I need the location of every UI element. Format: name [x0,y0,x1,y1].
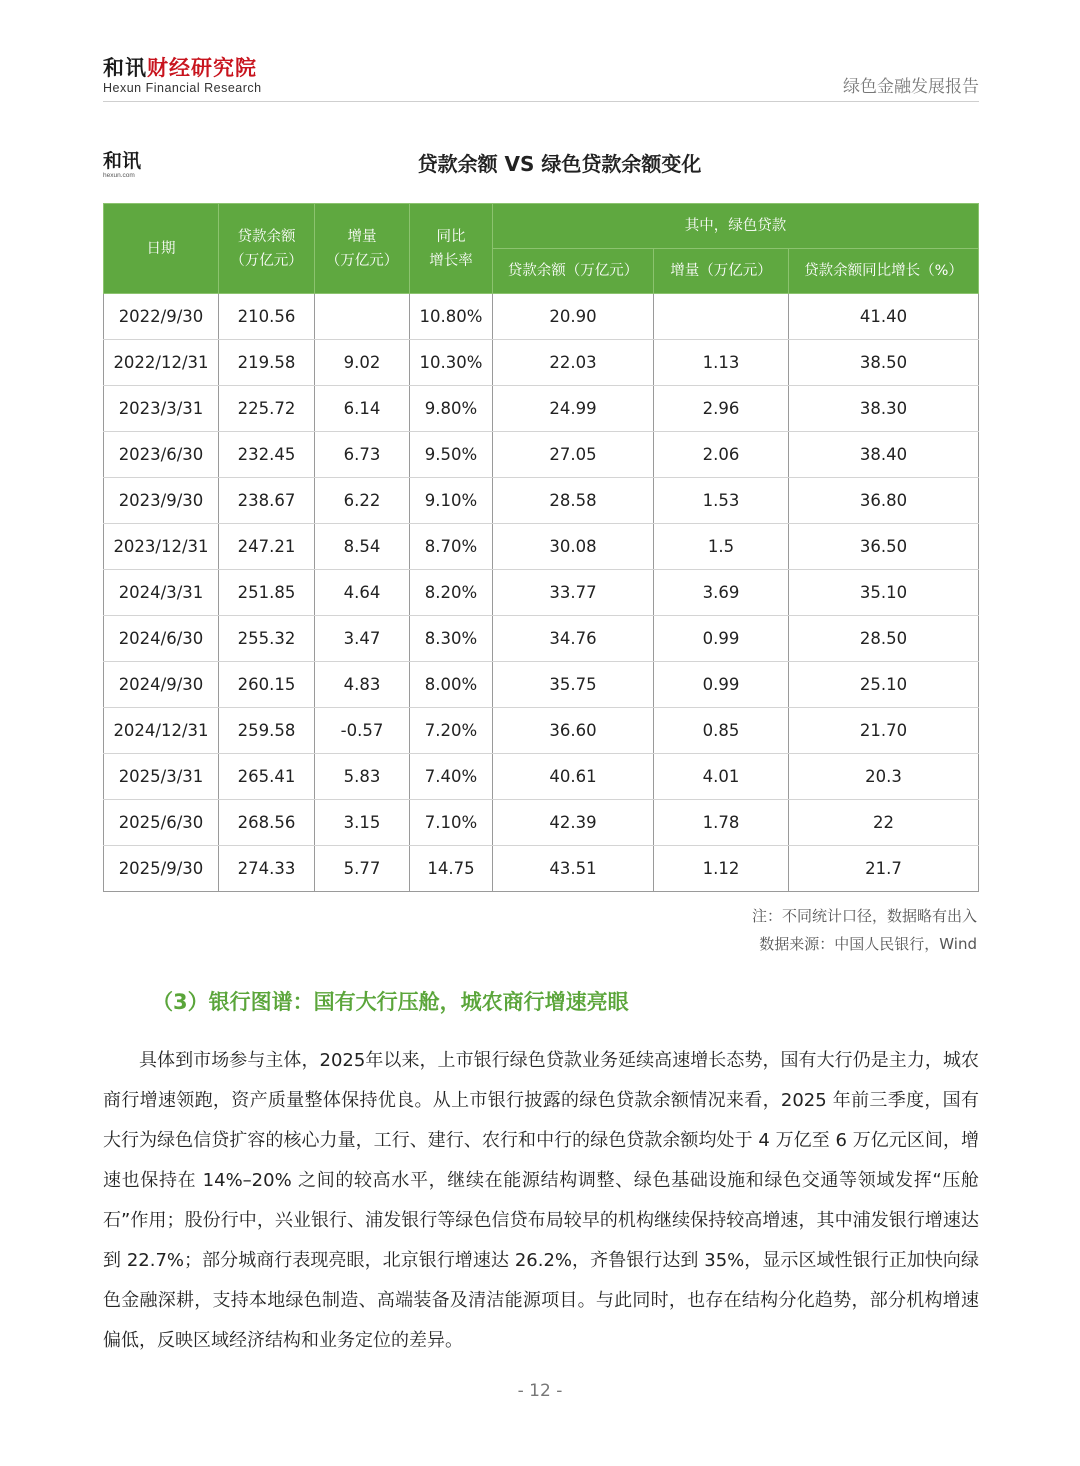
header-date: 日期 [104,204,219,294]
header-green-increment: 增量（万亿元） [654,249,789,294]
cell-green-increment: 1.53 [654,478,789,524]
cell-loan-balance: 225.72 [219,386,315,432]
header-green-loan-group: 其中，绿色贷款 [493,204,979,249]
cell-loan-balance: 238.67 [219,478,315,524]
cell-date: 2024/3/31 [104,570,219,616]
cell-date: 2024/6/30 [104,616,219,662]
cell-green-balance: 28.58 [493,478,654,524]
cell-green-increment: 2.96 [654,386,789,432]
cell-loan-balance: 247.21 [219,524,315,570]
cell-date: 2023/9/30 [104,478,219,524]
cell-green-yoy: 36.50 [789,524,979,570]
table-row [104,800,979,846]
header-loan-balance [219,204,315,294]
cell-increment: 9.02 [315,340,410,386]
table-row [104,846,979,892]
cell-yoy: 7.40% [410,754,493,800]
cell-green-yoy: 25.10 [789,662,979,708]
header-increment-unit: （万亿元） [325,252,399,269]
cell-green-yoy: 21.7 [789,846,979,892]
cell-loan-balance: 219.58 [219,340,315,386]
cell-yoy: 14.75 [410,846,493,892]
cell-green-increment: 1.78 [654,800,789,846]
header-increment-label: 增量 [347,228,377,245]
table-notes [752,902,977,958]
table-row [104,662,979,708]
cell-green-yoy: 36.80 [789,478,979,524]
cell-increment: 5.83 [315,754,410,800]
cell-date: 2023/6/30 [104,432,219,478]
cell-green-balance: 43.51 [493,846,654,892]
cell-green-yoy: 28.50 [789,616,979,662]
table-row [104,524,979,570]
cell-green-yoy: 20.3 [789,754,979,800]
cell-yoy: 8.30% [410,616,493,662]
cell-increment: 3.47 [315,616,410,662]
cell-green-balance: 33.77 [493,570,654,616]
cell-increment [315,294,410,340]
cell-increment: 6.14 [315,386,410,432]
table-row [104,754,979,800]
cell-loan-balance: 232.45 [219,432,315,478]
cell-yoy: 10.30% [410,340,493,386]
cell-green-balance: 42.39 [493,800,654,846]
hexun-logo [103,54,257,82]
cell-green-balance: 34.76 [493,616,654,662]
cell-increment: 6.73 [315,432,410,478]
header-green-yoy: 贷款余额同比增长（%） [789,249,979,294]
cell-green-yoy: 38.30 [789,386,979,432]
loan-balance-table [103,203,979,892]
header-yoy [410,204,493,294]
cell-loan-balance: 260.15 [219,662,315,708]
cell-green-increment: 1.12 [654,846,789,892]
cell-increment: 4.64 [315,570,410,616]
cell-loan-balance: 265.41 [219,754,315,800]
cell-increment: 5.77 [315,846,410,892]
header-green-balance: 贷款余额（万亿元） [493,249,654,294]
cell-green-increment: 0.99 [654,662,789,708]
cell-date: 2025/3/31 [104,754,219,800]
cell-green-increment: 1.5 [654,524,789,570]
cell-green-yoy: 22 [789,800,979,846]
cell-date: 2024/12/31 [104,708,219,754]
cell-yoy: 8.20% [410,570,493,616]
table-row [104,478,979,524]
cell-yoy: 7.20% [410,708,493,754]
cell-green-increment [654,294,789,340]
cell-increment: 4.83 [315,662,410,708]
cell-increment: 6.22 [315,478,410,524]
logo-english: Hexun Financial Research [103,81,262,95]
cell-increment: 3.15 [315,800,410,846]
table-note: 注：不同统计口径，数据略有出入 [751,907,977,925]
cell-date: 2024/9/30 [104,662,219,708]
header-divider [103,101,979,102]
cell-loan-balance: 259.58 [219,708,315,754]
cell-loan-balance: 268.56 [219,800,315,846]
page-number: - 12 - [517,1381,563,1401]
section-heading: （3）银行图谱：国有大行压舱，城农商行增速亮眼 [152,990,629,1014]
header-yoy-line2: 增长率 [429,252,473,269]
cell-green-yoy: 38.50 [789,340,979,386]
body-paragraph: 具体到市场参与主体，2025年以来，上市银行绿色贷款业务延续高速增长态势，国有大行仍是主力，城农商行增速领跑，资产质量整体保持优良。从上市银行披露的绿色贷款余额情况来看，2025 年前三季度，国有大行为绿色信贷扩容的核心力量，工行、建行、农行和中行的绿色贷款余额均处于 4 万亿至 6 万亿元区间，增速也保持在 14%–20% 之间的较高水平，继续在能源结构调整、绿色基础设施和绿色交通等领域发挥“压舱石”作用；股份行中，兴业银行、浦发银行等绿色信贷布局较早的机构继续保持较高增速，其中浦发银行增速达到 22.7%；部分城商行表现亮眼，北京银行增速达 26.2%，齐鲁银行达到 35%，显示区域性银行正加快向绿色金融深耕，支持本地绿色制造、高端装备及清洁能源项目。与此同时，也存在结构分化趋势，部分机构增速偏低，反映区域经济结构和业务定位的差异。 [103,1050,979,1351]
cell-loan-balance: 274.33 [219,846,315,892]
cell-green-balance: 22.03 [493,340,654,386]
table-row [104,386,979,432]
watermark-en: hexun.com [103,172,135,179]
cell-green-increment: 0.85 [654,708,789,754]
cell-yoy: 8.00% [410,662,493,708]
cell-yoy: 9.10% [410,478,493,524]
cell-increment: -0.57 [315,708,410,754]
table-row [104,340,979,386]
table-row [104,570,979,616]
cell-yoy: 9.80% [410,386,493,432]
logo-text-institute: 财经研究院 [147,56,257,80]
header-yoy-line1: 同比 [436,228,466,245]
cell-green-increment: 4.01 [654,754,789,800]
header-loan-balance-label: 贷款余额 [237,228,296,245]
watermark-cn: 和讯 [103,150,142,172]
cell-date: 2025/6/30 [104,800,219,846]
cell-yoy: 9.50% [410,432,493,478]
cell-yoy: 7.10% [410,800,493,846]
cell-green-increment: 1.13 [654,340,789,386]
cell-loan-balance: 255.32 [219,616,315,662]
cell-green-increment: 3.69 [654,570,789,616]
table-source: 数据来源：中国人民银行，Wind [759,935,977,953]
cell-date: 2022/9/30 [104,294,219,340]
cell-green-balance: 36.60 [493,708,654,754]
header-loan-balance-unit: （万亿元） [230,252,303,269]
table-row [104,432,979,478]
cell-green-yoy: 38.40 [789,432,979,478]
cell-yoy: 8.70% [410,524,493,570]
cell-loan-balance: 210.56 [219,294,315,340]
cell-date: 2023/12/31 [104,524,219,570]
cell-green-balance: 24.99 [493,386,654,432]
cell-green-increment: 2.06 [654,432,789,478]
header-increment [315,204,410,294]
cell-date: 2022/12/31 [104,340,219,386]
page-header [103,54,979,102]
logo-text-hexun: 和讯 [103,56,147,80]
cell-yoy: 10.80% [410,294,493,340]
cell-loan-balance: 251.85 [219,570,315,616]
cell-date: 2025/9/30 [104,846,219,892]
cell-increment: 8.54 [315,524,410,570]
cell-date: 2023/3/31 [104,386,219,432]
table-body [104,294,979,892]
cell-green-balance: 20.90 [493,294,654,340]
cell-green-balance: 35.75 [493,662,654,708]
cell-green-yoy: 35.10 [789,570,979,616]
cell-green-yoy: 41.40 [789,294,979,340]
cell-green-balance: 40.61 [493,754,654,800]
table-row [104,616,979,662]
table-title: 贷款余额 VS 绿色贷款余额变化 [417,152,702,176]
cell-green-yoy: 21.70 [789,708,979,754]
table-row [104,708,979,754]
cell-green-balance: 27.05 [493,432,654,478]
cell-green-increment: 0.99 [654,616,789,662]
report-title: 绿色金融发展报告 [843,77,979,97]
cell-green-balance: 30.08 [493,524,654,570]
table-row [104,294,979,340]
